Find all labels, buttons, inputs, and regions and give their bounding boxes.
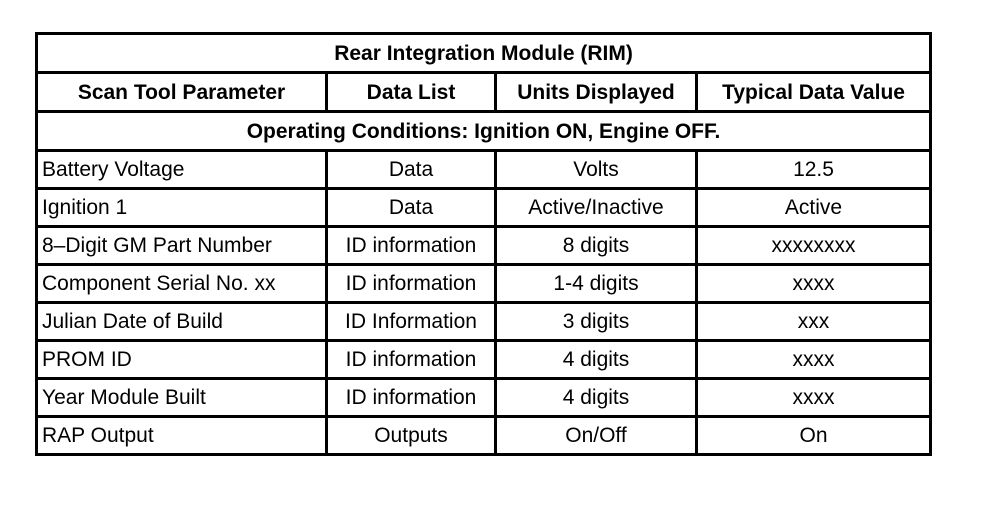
units-cell: 4 digits <box>496 379 697 417</box>
table-row <box>37 151 931 189</box>
units-cell: Volts <box>496 151 697 189</box>
data-list-cell: Data <box>327 151 496 189</box>
parameter-cell: Component Serial No. xx <box>37 265 327 303</box>
parameter-cell: Ignition 1 <box>37 189 327 227</box>
units-cell: 1-4 digits <box>496 265 697 303</box>
column-header-data-list: Data List <box>327 73 496 112</box>
table-row <box>37 379 931 417</box>
table-row <box>37 189 931 227</box>
column-header-parameter: Scan Tool Parameter <box>37 73 327 112</box>
typical-value-cell: xxxxxxxx <box>697 227 931 265</box>
typical-value-cell: xxxx <box>697 341 931 379</box>
data-list-cell: ID information <box>327 341 496 379</box>
table-row <box>37 417 931 455</box>
typical-value-cell: Active <box>697 189 931 227</box>
typical-value-cell: 12.5 <box>697 151 931 189</box>
units-cell: 3 digits <box>496 303 697 341</box>
typical-value-cell: xxxx <box>697 379 931 417</box>
table-title-row <box>37 34 931 73</box>
operating-conditions-row <box>37 112 931 151</box>
parameter-cell: Battery Voltage <box>37 151 327 189</box>
operating-conditions: Operating Conditions: Ignition ON, Engine OFF. <box>37 112 931 151</box>
table-title: Rear Integration Module (RIM) <box>37 34 931 73</box>
column-header-typical-value: Typical Data Value <box>697 73 931 112</box>
data-list-cell: Data <box>327 189 496 227</box>
table-header-row <box>37 73 931 112</box>
data-list-cell: Outputs <box>327 417 496 455</box>
typical-value-cell: xxx <box>697 303 931 341</box>
parameter-cell: PROM ID <box>37 341 327 379</box>
table-row <box>37 341 931 379</box>
units-cell: 4 digits <box>496 341 697 379</box>
data-list-cell: ID information <box>327 265 496 303</box>
parameter-cell: 8–Digit GM Part Number <box>37 227 327 265</box>
typical-value-cell: xxxx <box>697 265 931 303</box>
typical-value-cell: On <box>697 417 931 455</box>
units-cell: Active/Inactive <box>496 189 697 227</box>
column-header-units: Units Displayed <box>496 73 697 112</box>
data-list-cell: ID information <box>327 379 496 417</box>
rim-data-table <box>35 32 932 456</box>
parameter-cell: RAP Output <box>37 417 327 455</box>
table-row <box>37 303 931 341</box>
parameter-cell: Year Module Built <box>37 379 327 417</box>
units-cell: On/Off <box>496 417 697 455</box>
parameter-cell: Julian Date of Build <box>37 303 327 341</box>
data-list-cell: ID Information <box>327 303 496 341</box>
table-row <box>37 227 931 265</box>
table-row <box>37 265 931 303</box>
units-cell: 8 digits <box>496 227 697 265</box>
data-list-cell: ID information <box>327 227 496 265</box>
